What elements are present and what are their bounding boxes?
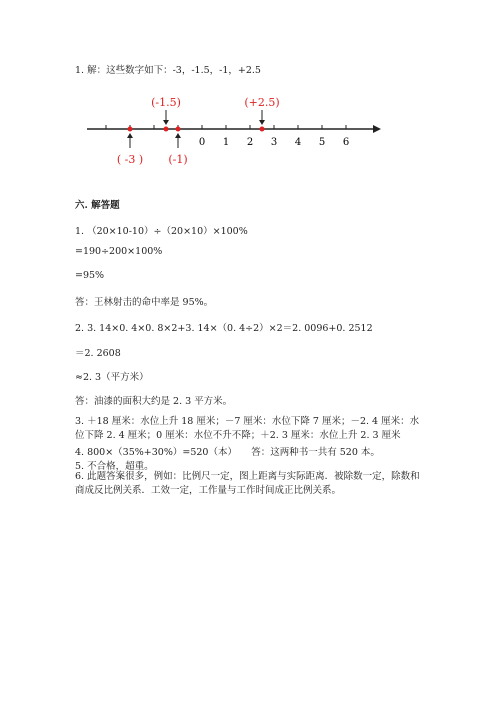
point-plus-2-5 <box>260 127 265 132</box>
answer-5-text: 5. 不合格，超重。 <box>75 461 154 472</box>
answer-3-text: 3. ＋18 厘米：水位上升 18 厘米；－7 厘米：水位下降 7 厘米；－2. 4 厘米：水位下降 2. 4 厘米；0 厘米：水位不升不降；＋2. 3 厘米：水位上升 2. 3 厘米 <box>75 416 420 441</box>
point-minus-3 <box>128 127 133 132</box>
point-minus-1 <box>176 127 181 132</box>
answer-2-line-4: 答：油漆的面积大约是 2. 3 平方米。 <box>75 396 233 407</box>
answer-2-line-2: ＝2. 2608 <box>75 348 121 359</box>
answer-1-title: 1. 解：这些数字如下：-3，-1.5，-1，+2.5 <box>75 65 261 76</box>
answer-1-line-3: =95% <box>75 270 105 281</box>
answer-1-line-2: =190÷200×100% <box>75 246 163 257</box>
number-line-svg <box>75 92 395 172</box>
answer-4-text: 4. 800×（35%+30%）=520（本） 答：这两种书一共有 520 本。 <box>75 447 380 458</box>
answer-6-text: 6. 此题答案很多，例如：比例尺一定，图上距离与实际距离．被除数一定，除数和商成反比例关系．工效一定，工作量与工作时间成正比例关系。 <box>75 471 420 496</box>
label-minus-1: (-1) <box>168 153 188 166</box>
label-minus-1-5: (-1.5) <box>151 96 181 109</box>
answer-2-line-3: ≈2. 3（平方米） <box>75 372 149 383</box>
label-minus-3: ( -3 ) <box>116 153 144 166</box>
answer-1-line-1: 1. （20×10-10）÷（20×10）×100% <box>75 226 248 237</box>
section-heading: 六. 解答题 <box>75 200 120 211</box>
number-line-figure <box>75 92 395 172</box>
tick-label-5: 5 <box>318 137 326 148</box>
tick-label-1: 1 <box>222 137 230 148</box>
tick-label-4: 4 <box>294 137 302 148</box>
answer-2-line-1: 2. 3. 14×0. 4×0. 8×2+3. 14×（0. 4÷2）×2＝2. 0096+0. 2512 <box>75 323 373 334</box>
label-plus-2-5: (+2.5) <box>244 96 280 109</box>
tick-label-0: 0 <box>198 137 206 148</box>
answer-1-line-4: 答：王林射击的命中率是 95%。 <box>75 297 214 308</box>
tick-label-2: 2 <box>246 137 254 148</box>
tick-label-3: 3 <box>270 137 278 148</box>
tick-label-6: 6 <box>342 137 350 148</box>
point-minus-1-5 <box>164 127 169 132</box>
number-line-arrowhead <box>373 125 381 133</box>
